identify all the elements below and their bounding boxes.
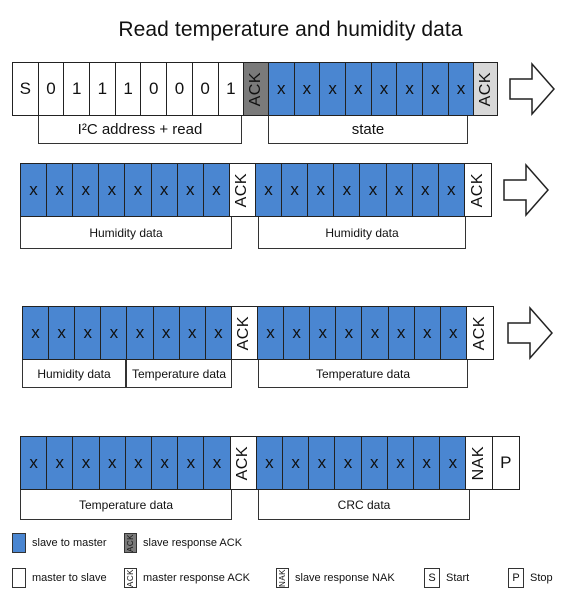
legend-slave-nak (276, 568, 395, 588)
label-crc: CRC data (258, 490, 470, 520)
ack-swatch: ACK (126, 569, 135, 587)
data-bit-cell: x (178, 437, 204, 489)
frame-row-humidity-temperature (22, 306, 494, 360)
data-bit-cell: x (206, 307, 232, 359)
data-bit-cell: x (389, 307, 415, 359)
data-bit-cell: x (362, 307, 388, 359)
data-bit-cell: x (346, 63, 372, 115)
data-bit-cell: x (282, 164, 308, 216)
data-bit-cell: x (439, 164, 465, 216)
legend-label: master to slave (32, 572, 107, 584)
ack-bit-cell (231, 437, 257, 489)
data-bit-cell: x (204, 437, 230, 489)
data-bit-cell: x (152, 164, 178, 216)
blue-swatch (12, 533, 26, 553)
legend-label: Stop (530, 572, 553, 584)
data-bit-cell: x (387, 164, 413, 216)
ack-dark-swatch: ACK (126, 534, 135, 552)
stop-swatch: P (508, 568, 524, 588)
legend-label: slave response NAK (295, 572, 395, 584)
ack-bit-cell (474, 63, 497, 115)
diagram-title: Read temperature and humidity data (118, 18, 463, 41)
data-bit-cell: x (126, 437, 152, 489)
frame-row-temperature-crc (20, 436, 520, 490)
data-bit-cell: x (414, 437, 440, 489)
white-swatch (12, 568, 26, 588)
data-bit-cell: x (308, 164, 334, 216)
data-bit-cell: x (99, 164, 125, 216)
legend-master-ack (124, 568, 250, 588)
data-bit-cell: x (180, 307, 206, 359)
data-bit-cell: x (23, 307, 49, 359)
label-i2c-address: I²C address + read (38, 116, 242, 144)
vertical-label: ACK (468, 172, 486, 208)
vertical-label: ACK (233, 172, 251, 208)
bit-cell: 1 (219, 63, 245, 115)
data-bit-cell: x (49, 307, 75, 359)
data-bit-cell: x (320, 63, 346, 115)
label-humidity-3: Humidity data (22, 360, 126, 388)
data-bit-cell: x (440, 437, 466, 489)
bit-cell: 0 (167, 63, 193, 115)
frame-row-humidity (20, 163, 492, 217)
vertical-label: ACK (470, 315, 488, 351)
data-bit-cell: x (125, 164, 151, 216)
ack-bit-cell (467, 307, 493, 359)
label-temperature-2: Temperature data (258, 360, 468, 388)
bit-cell: 1 (116, 63, 142, 115)
nak-bit-cell (466, 437, 492, 489)
data-bit-cell: x (47, 164, 73, 216)
data-bit-cell: x (310, 307, 336, 359)
data-bit-cell: x (415, 307, 441, 359)
ack-bit-cell (232, 307, 258, 359)
data-bit-cell: x (283, 437, 309, 489)
data-bit-cell: x (101, 307, 127, 359)
continue-arrow-icon (508, 62, 556, 116)
data-bit-cell: x (73, 164, 99, 216)
vertical-label: ACK (234, 445, 252, 481)
data-bit-cell: x (21, 164, 47, 216)
data-bit-cell: x (372, 63, 398, 115)
data-bit-cell: x (334, 164, 360, 216)
data-bit-cell: x (397, 63, 423, 115)
legend-label: Start (446, 572, 470, 584)
data-bit-cell: x (449, 63, 475, 115)
bit-cell: 0 (39, 63, 65, 115)
bit-cell: S (13, 63, 39, 115)
legend-label: slave to master (32, 537, 107, 549)
vertical-label: ACK (247, 71, 265, 107)
continue-arrow-icon (502, 163, 550, 217)
data-bit-cell: x (257, 437, 283, 489)
start-swatch: S (424, 568, 440, 588)
data-bit-cell: x (154, 307, 180, 359)
continue-arrow-icon (506, 306, 554, 360)
data-bit-cell: x (423, 63, 449, 115)
bit-cell: 1 (90, 63, 116, 115)
data-bit-cell: x (284, 307, 310, 359)
data-bit-cell: x (152, 437, 178, 489)
label-state: state (268, 116, 468, 144)
data-bit-cell: x (362, 437, 388, 489)
ack-bit-cell (244, 63, 269, 115)
data-bit-cell: x (269, 63, 295, 115)
data-bit-cell: x (127, 307, 153, 359)
data-bit-cell: x (204, 164, 230, 216)
vertical-label: NAK (470, 445, 488, 481)
label-temperature-1: Temperature data (126, 360, 232, 388)
data-bit-cell: x (21, 437, 47, 489)
nak-swatch: NAK (278, 569, 287, 587)
data-bit-cell: x (258, 307, 284, 359)
data-bit-cell: x (335, 437, 361, 489)
ack-bit-cell (230, 164, 256, 216)
label-temperature-3: Temperature data (20, 490, 232, 520)
bit-cell: 1 (64, 63, 90, 115)
data-bit-cell: x (413, 164, 439, 216)
legend-slave-to-master (12, 533, 107, 553)
legend-master-to-slave (12, 568, 107, 588)
label-humidity-2: Humidity data (258, 217, 466, 249)
data-bit-cell: x (73, 437, 99, 489)
ack-bit-cell (465, 164, 491, 216)
data-bit-cell: x (388, 437, 414, 489)
data-bit-cell: x (336, 307, 362, 359)
legend-stop (508, 568, 553, 588)
data-bit-cell: x (295, 63, 321, 115)
data-bit-cell: x (441, 307, 467, 359)
data-bit-cell: x (47, 437, 73, 489)
legend-start (424, 568, 469, 588)
bit-cell: P (493, 437, 519, 489)
vertical-label: ACK (476, 71, 494, 107)
data-bit-cell: x (100, 437, 126, 489)
frame-row-address-state (12, 62, 498, 116)
legend-label: slave response ACK (143, 537, 243, 549)
bit-cell: 0 (141, 63, 167, 115)
bit-cell: 0 (193, 63, 219, 115)
legend-slave-ack (124, 533, 242, 553)
data-bit-cell: x (256, 164, 282, 216)
label-humidity-1: Humidity data (20, 217, 232, 249)
data-bit-cell: x (75, 307, 101, 359)
data-bit-cell: x (309, 437, 335, 489)
legend-label: master response ACK (143, 572, 250, 584)
data-bit-cell: x (178, 164, 204, 216)
data-bit-cell: x (360, 164, 386, 216)
vertical-label: ACK (235, 315, 253, 351)
